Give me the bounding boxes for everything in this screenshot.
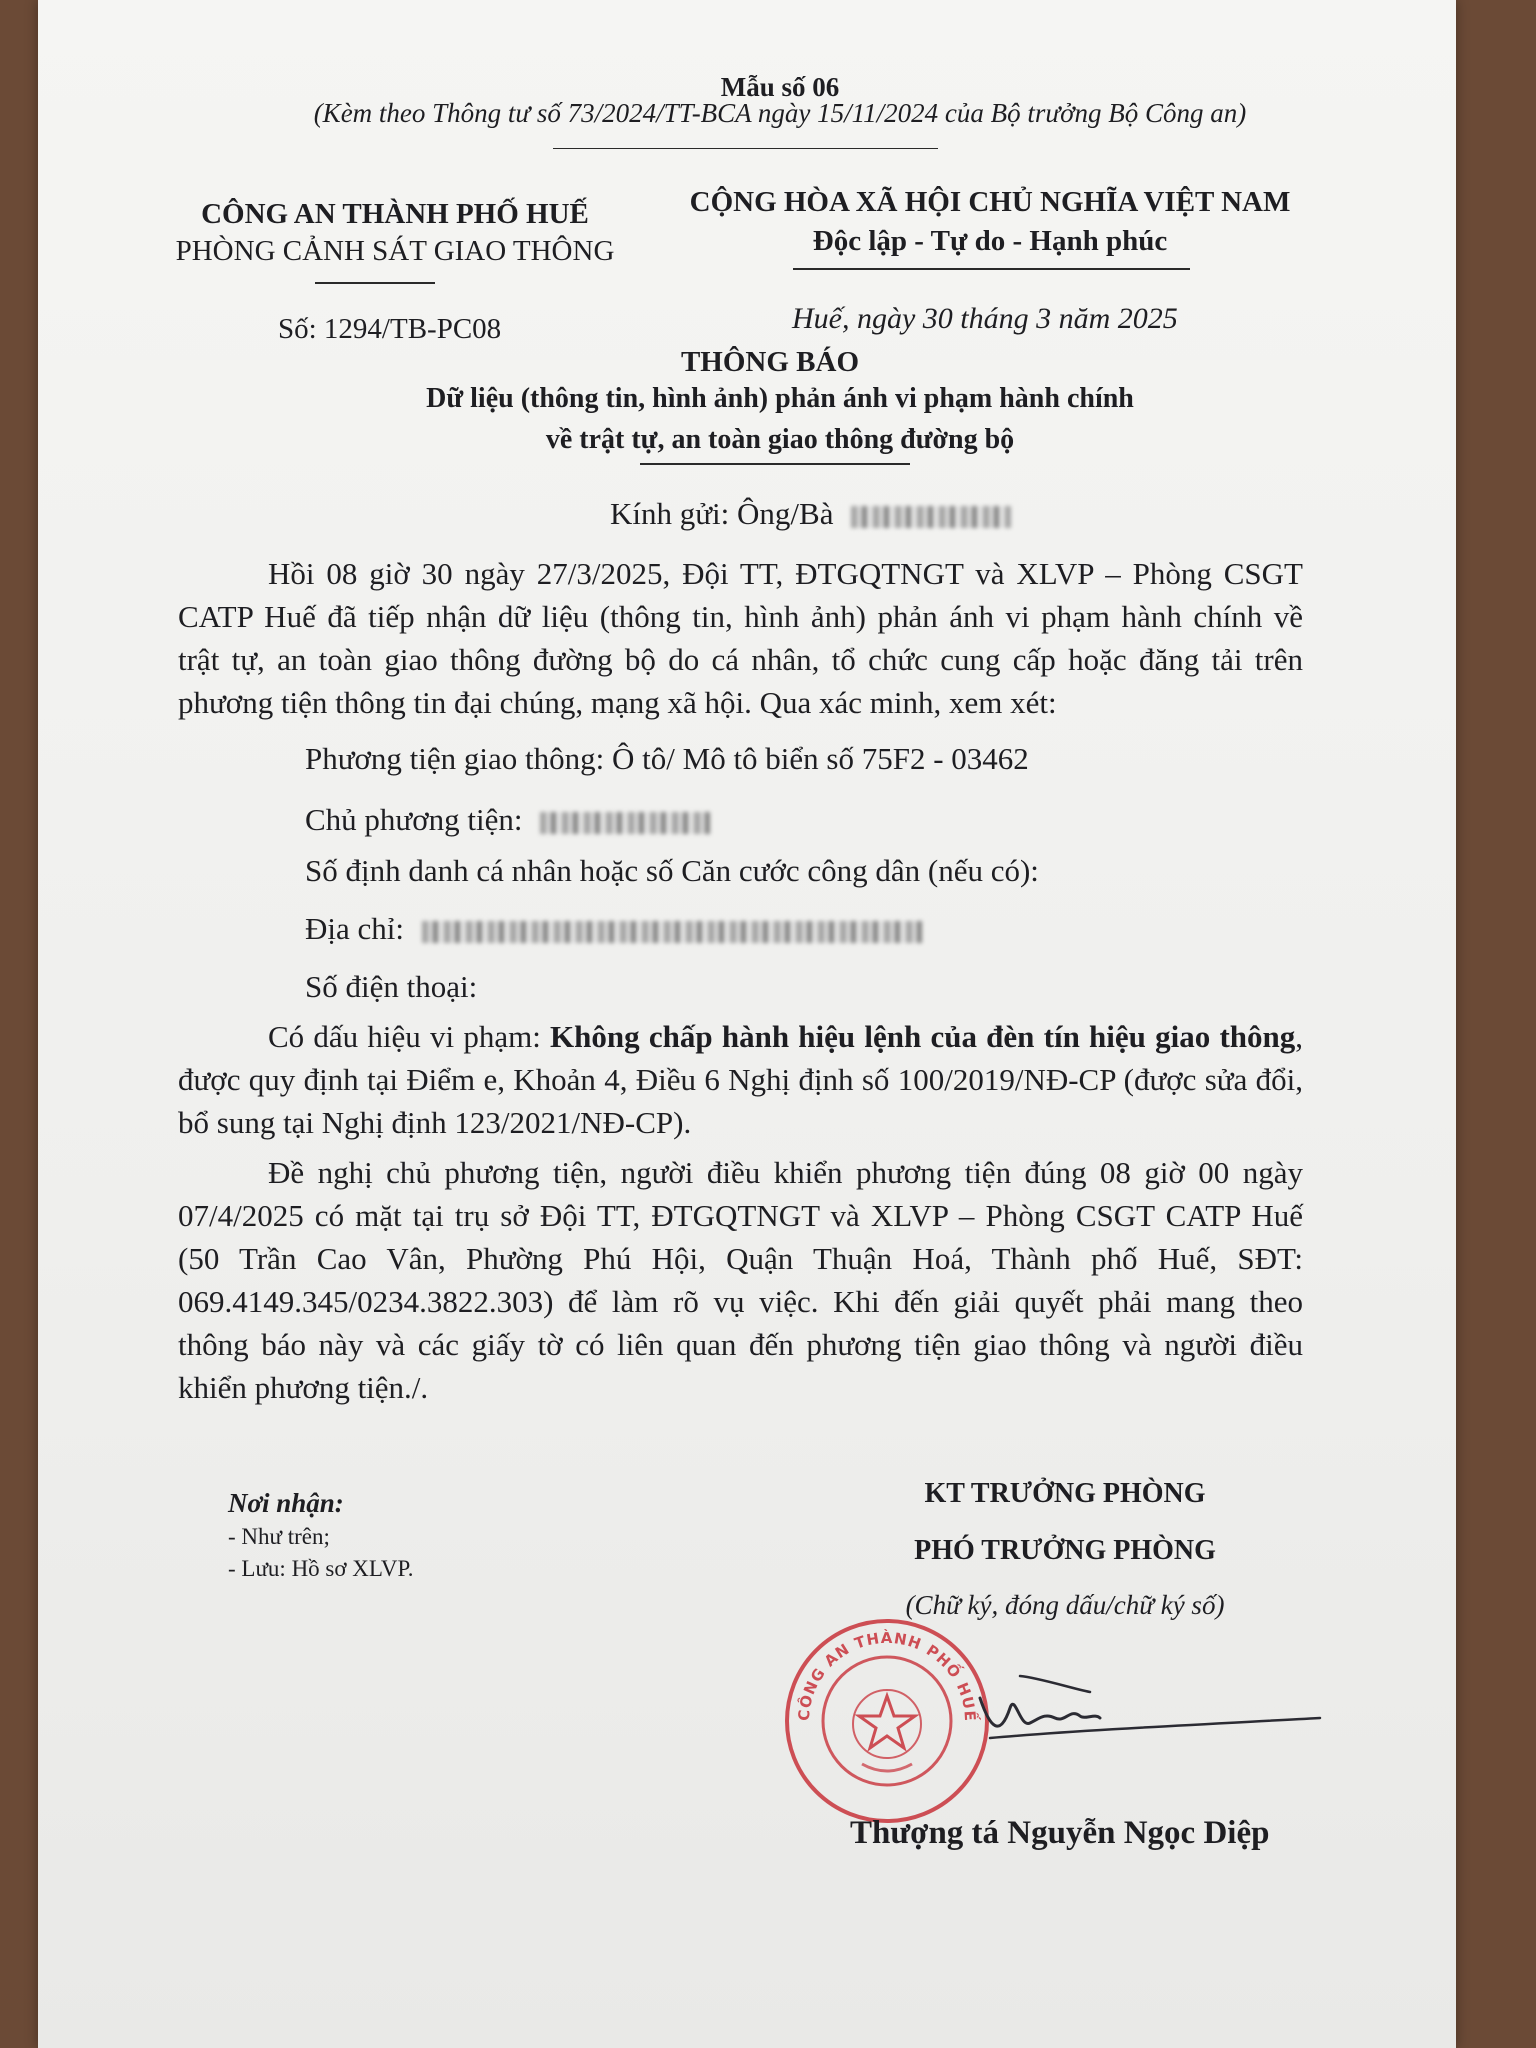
national-title: CỘNG HÒA XÃ HỘI CHỦ NGHĨA VIỆT NAM: [689, 186, 1291, 218]
address-label: Địa chỉ:: [305, 911, 404, 946]
request-line: (50 Trần Cao Vân, Phường Phú Hội, Quận Thuận Hoá, Thành phố Huế, SĐT:: [178, 1241, 1303, 1276]
request-paragraph: [178, 1151, 1303, 1409]
violation-paragraph: [178, 1015, 1303, 1144]
stamp-text: CÔNG AN THÀNH PHỐ HUẾ: [794, 1628, 980, 1723]
redacted-owner: [540, 812, 710, 834]
form-number: Mẫu số 06: [720, 72, 840, 102]
document-subtitle-2: về trật tự, an toàn giao thông đường bộ: [545, 424, 1015, 455]
intro-line: Hồi 08 giờ 30 ngày 27/3/2025, Đội TT, ĐTGQTNGT và XLVP – Phòng CSGT: [268, 556, 1303, 591]
handwritten-signature: [960, 1668, 1330, 1748]
signer-title-2: PHÓ TRƯỞNG PHÒNG: [914, 1535, 1216, 1566]
signature-note: (Chữ ký, đóng dấu/chữ ký số): [905, 1590, 1225, 1620]
request-line: 07/4/2025 có mặt tại trụ sở Đội TT, ĐTGQTNGT và XLVP – Phòng CSGT CATP Huế: [178, 1198, 1303, 1233]
request-line: 069.4149.345/0234.3822.303) để làm rõ vụ việc. Khi đến giải quyết phải mang theo: [178, 1284, 1303, 1319]
redacted-address: [422, 921, 922, 943]
intro-line: phương tiện thông tin đại chúng, mạng xã hội. Qua xác minh, xem xét:: [178, 685, 1057, 720]
request-line: thông báo này và các giấy tờ có liên quan đến phương tiện giao thông và người điều: [178, 1327, 1303, 1362]
recipients-item: - Lưu: Hồ sơ XLVP.: [228, 1556, 414, 1581]
recipients-title: Nơi nhận:: [228, 1488, 344, 1518]
place-date: Huế, ngày 30 tháng 3 năm 2025: [792, 302, 1178, 335]
document-subtitle-1: Dữ liệu (thông tin, hình ảnh) phản ánh vi phạm hành chính: [426, 383, 1134, 414]
phone-field: Số điện thoại:: [305, 969, 478, 1004]
violation-line: [178, 1015, 1303, 1058]
document-number: Số: 1294/TB-PC08: [278, 313, 502, 345]
signer-name: Thượng tá Nguyễn Ngọc Diệp: [850, 1815, 1270, 1851]
subtitle-underline: [640, 463, 910, 465]
redacted-recipient-name: [851, 506, 1011, 528]
vehicle-field: Phương tiện giao thông: Ô tô/ Mô tô biển số 75F2 - 03462: [305, 741, 1029, 776]
id-field: Số định danh cá nhân hoặc số Căn cước công dân (nếu có):: [305, 853, 1039, 888]
intro-paragraph: [178, 552, 1303, 724]
violation-suffix: ,: [1295, 1019, 1304, 1054]
document-title: THÔNG BÁO: [680, 346, 860, 378]
intro-line: CATP Huế đã tiếp nhận dữ liệu (thông tin, hình ảnh) phản ánh vi phạm hành chính về: [178, 599, 1303, 634]
violation-line: bổ sung tại Nghị định 123/2021/NĐ-CP).: [178, 1105, 692, 1140]
signer-title-1: KT TRƯỞNG PHÒNG: [924, 1478, 1206, 1509]
issuer-department: PHÒNG CẢNH SÁT GIAO THÔNG: [175, 235, 615, 267]
national-motto: Độc lập - Tự do - Hạnh phúc: [812, 225, 1168, 257]
recipient-line: [610, 492, 1011, 535]
request-line: khiển phương tiện./.: [178, 1370, 429, 1405]
owner-field: [305, 798, 710, 841]
recipient-label: Kính gửi: Ông/Bà: [610, 496, 834, 531]
motto-underline: [793, 268, 1190, 270]
form-note-underline: [553, 148, 938, 149]
request-line: Đề nghị chủ phương tiện, người điều khiển phương tiện đúng 08 giờ 00 ngày: [268, 1155, 1303, 1190]
form-note: (Kèm theo Thông tư số 73/2024/TT-BCA ngày 15/11/2024 của Bộ trưởng Bộ Công an): [313, 98, 1247, 128]
address-field: [305, 907, 922, 950]
violation-prefix: Có dấu hiệu vi phạm:: [268, 1019, 551, 1054]
violation-name: Không chấp hành hiệu lệnh của đèn tín hiệu giao thông: [550, 1019, 1296, 1054]
intro-line: trật tự, an toàn giao thông đường bộ do cá nhân, tổ chức cung cấp hoặc đăng tải trên: [178, 642, 1303, 677]
owner-label: Chủ phương tiện:: [305, 802, 523, 837]
violation-line: được quy định tại Điểm e, Khoản 4, Điều 6 Nghị định số 100/2019/NĐ-CP (được sửa đổi,: [178, 1062, 1303, 1097]
recipients-item: - Như trên;: [228, 1524, 330, 1549]
issuer-agency: CÔNG AN THÀNH PHỐ HUẾ: [201, 198, 589, 230]
issuer-underline: [315, 282, 435, 284]
